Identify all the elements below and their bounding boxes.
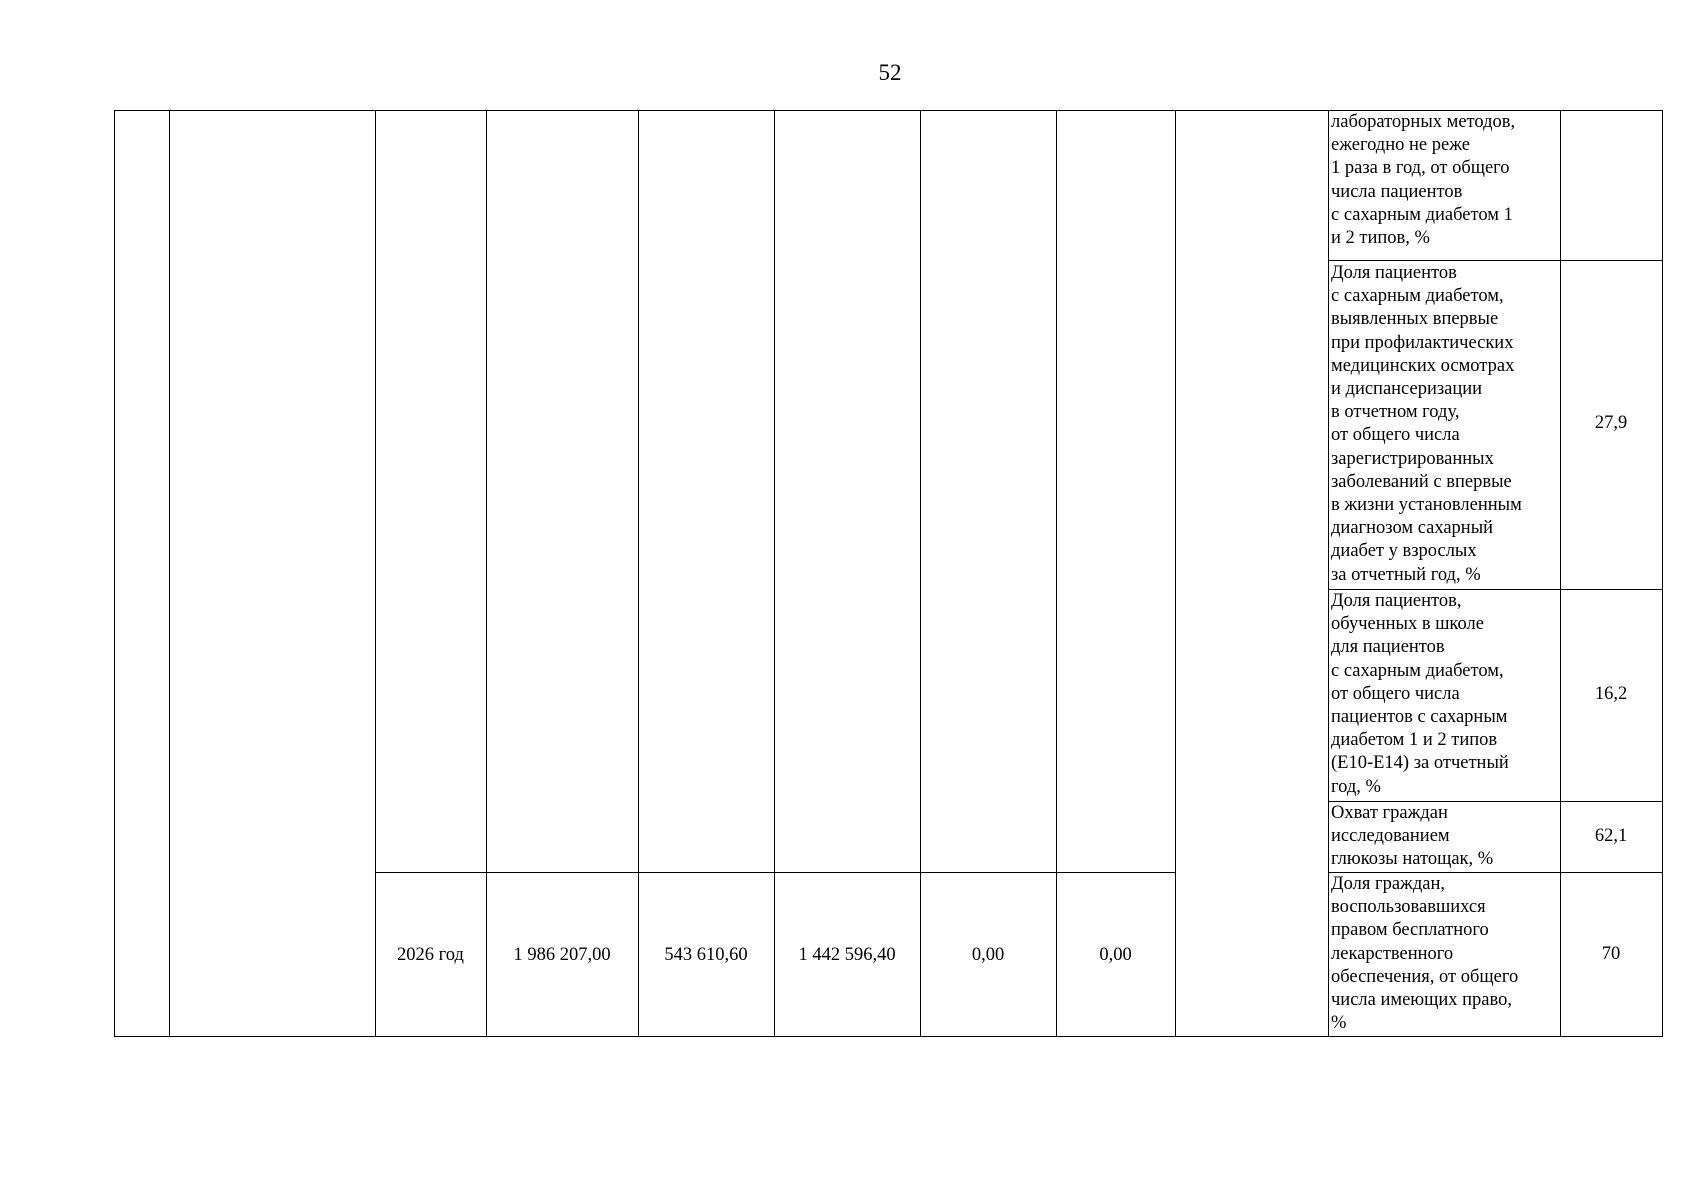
- other-amount-cell: 0,00: [1099, 945, 1132, 965]
- column-border: [114, 110, 115, 1037]
- column-border: [169, 110, 170, 1037]
- column-border: [638, 110, 639, 1037]
- column-border: [1662, 110, 1663, 1037]
- year-cell: 2026 год: [397, 945, 464, 965]
- indicator-value: 62,1: [1594, 826, 1628, 846]
- column-border: [1560, 110, 1561, 1037]
- indicator-value: 16,2: [1594, 684, 1628, 704]
- indicator-text: Охват граждан исследованием глюкозы натощак, %: [1331, 803, 1494, 870]
- year-row-separator: [375, 872, 1176, 873]
- column-border: [1175, 110, 1176, 1037]
- column-border: [920, 110, 921, 1037]
- column-border: [375, 110, 376, 1037]
- indicator-value: 27,9: [1594, 413, 1628, 433]
- indicator-text: Доля пациентов, обученных в школе для пациентов с сахарным диабетом, от общего числа пациентов с сахарным диабетом 1 и 2 типов (Е10-Е14) за отчетный год, %: [1331, 591, 1509, 797]
- indicator-text: Доля пациентов с сахарным диабетом, выявленных впервые при профилактических медицинских осмотрах и диспансеризации в отчетном году, от общего числа зарегистрированных заболеваний с впервые в жизни установленным диагнозом сахарный диабет у взрослых за отчетный год, %: [1331, 263, 1522, 585]
- column-border: [486, 110, 487, 1037]
- regional-amount-cell: 1 442 596,40: [798, 945, 896, 965]
- indicator-value: 70: [1601, 944, 1621, 964]
- column-border: [774, 110, 775, 1037]
- column-border: [1328, 110, 1329, 1037]
- total-amount-cell: 1 986 207,00: [513, 945, 611, 965]
- indicator-text: Доля граждан, воспользовавшихся правом бесплатного лекарственного обеспечения, от общего числа имеющих право, %: [1331, 874, 1519, 1034]
- federal-amount-cell: 543 610,60: [664, 945, 748, 965]
- indicator-text: лабораторных методов, ежегодно не реже 1 раза в год, от общего числа пациентов с сахарным диабетом 1 и 2 типов, %: [1331, 112, 1516, 249]
- indicator-separator: [1328, 260, 1663, 261]
- local-amount-cell: 0,00: [971, 945, 1005, 965]
- page-number: 52: [878, 60, 902, 85]
- table-bottom-border: [114, 1036, 1663, 1037]
- column-border: [1056, 110, 1057, 1037]
